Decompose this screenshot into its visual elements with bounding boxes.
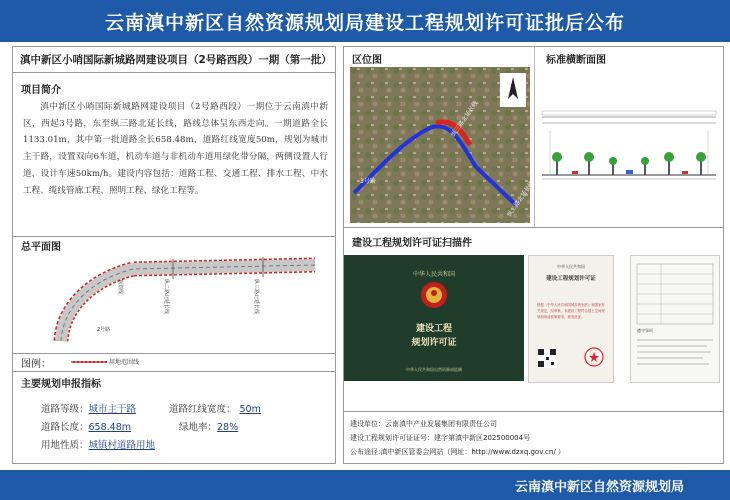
svg-text:3号路: 3号路: [360, 178, 376, 185]
metric-label: 道路红线宽度：: [169, 404, 236, 415]
permit-page-photo: [528, 255, 614, 383]
permit-attachment-photo: [630, 255, 720, 383]
tree-icon: [641, 157, 649, 175]
vehicle-icon: [626, 170, 633, 174]
svg-text:2号路: 2号路: [97, 327, 111, 333]
metric-value: 城市主干路: [88, 404, 137, 415]
divider: [534, 47, 535, 227]
divider: [344, 411, 723, 412]
info-publish-website: 公布途径:滇中新区管委会网站（网址：http://www.dzxq.gov.cn/ ）: [350, 448, 565, 456]
metric-label: 道路等级：: [41, 404, 89, 415]
metric-road-grade: [41, 401, 136, 415]
map-road-label: [360, 177, 376, 185]
seal-stamp-icon: [583, 346, 605, 368]
attachment-text-lines: [637, 336, 713, 376]
tree-icon: [552, 152, 562, 175]
metric-value: 658.48m: [88, 422, 132, 433]
qr-code-icon: [537, 348, 557, 368]
metric-label: 绿地率：: [179, 422, 218, 433]
legend-label: 图例：: [21, 359, 51, 370]
left-panel: [12, 46, 336, 464]
divider: [344, 227, 723, 228]
metric-label: 用地性质：: [41, 440, 89, 451]
plan-road-label: [253, 279, 260, 314]
attachment-table: [637, 264, 713, 324]
scan-heading: 建设工程规划许可证扫描件: [352, 238, 472, 249]
info-permit-number: 建设工程规划许可证证号：建字第滇中新区202500004号: [350, 434, 531, 442]
location-heading: 区位图: [352, 55, 382, 66]
svg-text:规划线: 规划线: [117, 279, 123, 295]
metrics-heading: 主要规划申报指标: [21, 379, 101, 390]
divider: [13, 236, 335, 237]
permit-page-text: 根据《中华人民共和国城乡规划法》和国家有关规定，经审核，本建设工程符合国土空间规划和用途管制要求，颁发此证。: [537, 303, 605, 319]
tree-icon: [609, 157, 617, 175]
section-heading: 标准横断面图: [546, 55, 606, 66]
svg-text:纵二路北延长线: 纵二路北延长线: [505, 179, 536, 219]
svg-text:纵三路北延长线: 纵三路北延长线: [449, 99, 480, 139]
right-panel: [343, 46, 724, 464]
metric-value: 28%: [217, 422, 239, 433]
footer-org-name: 云南滇中新区自然资源规划局: [514, 480, 684, 495]
legend-item-boundary: 用地范围线: [109, 359, 140, 366]
legend-boundary-swatch: [71, 359, 107, 365]
svg-text:纵二路北延长线: 纵二路北延长线: [163, 279, 169, 315]
project-title: 滇中新区小哨国际新城路网建设项目（2号路西段）一期（第一批）: [13, 47, 335, 73]
banner-title: 云南滇中新区自然资源规划局建设工程规划许可证批后公布: [104, 12, 625, 34]
footer-banner: [0, 470, 730, 500]
tree-icon: [664, 152, 674, 175]
svg-text:纵三路北延长线: 纵三路北延长线: [253, 279, 259, 315]
plan-road-label: [117, 279, 124, 294]
metric-value: 50m: [239, 404, 261, 415]
metric-value: 城镇村道路用地: [88, 440, 156, 451]
permit-page-title: 建设工程规划许可证: [546, 276, 596, 282]
metric-green-ratio: [179, 419, 238, 433]
plan-road-label: [97, 326, 110, 333]
metric-red-line-width: [169, 401, 261, 415]
divider: [13, 353, 335, 354]
metric-land-use: [41, 437, 155, 451]
divider: [13, 371, 335, 372]
tree-icon: [584, 152, 594, 175]
national-emblem-icon: [420, 281, 448, 309]
plan-heading: 总平面图: [21, 242, 61, 253]
permit-page-country: 中华人民共和国: [557, 264, 585, 269]
site-plan-map: [53, 251, 323, 347]
plan-road-label: [163, 279, 170, 314]
metric-road-length: [41, 419, 131, 433]
cross-section-diagram: [538, 71, 720, 201]
intro-heading: 项目简介: [21, 85, 61, 96]
vehicle-icon: [572, 171, 578, 174]
metric-label: 道路长度：: [41, 422, 89, 433]
header-banner: [0, 0, 730, 42]
permit-cover-country: 中华人民共和国: [412, 271, 455, 278]
permit-cover-title-line1: 建设工程: [415, 324, 452, 334]
permit-cover-title-line2: 规划许可证: [411, 338, 457, 348]
permit-cover-issuer: 中华人民共和国自然资源部监制: [406, 367, 462, 372]
intro-text: 滇中新区小哨国际新城路网建设项目（2号路西段）一期位于云南滇中新区，西起3号路，东至纵三路北延长线，路线总体呈东西走向。一期道路全长1133.01m，其中第一批道路全长658.48m，道路红线宽度50m，规划为城市主干路，设置双向6车道，机动车道与非机动车道用绿化带分隔，两侧设置人行道，设计车速50km/h。建设内容包括：道路工程、交通工程、排水工程、中水工程、缆线管廊工程、照明工程、绿化工程等。: [23, 102, 328, 196]
tree-icon: [696, 152, 706, 175]
location-map: [350, 67, 536, 223]
info-construction-unit: 建设单位：云南滇中产业发展集团有限责任公司: [350, 420, 497, 428]
vehicle-icon: [682, 171, 688, 174]
permit-cover-photo: [344, 255, 524, 381]
attachment-note-title: 遵守事项: [637, 328, 653, 333]
